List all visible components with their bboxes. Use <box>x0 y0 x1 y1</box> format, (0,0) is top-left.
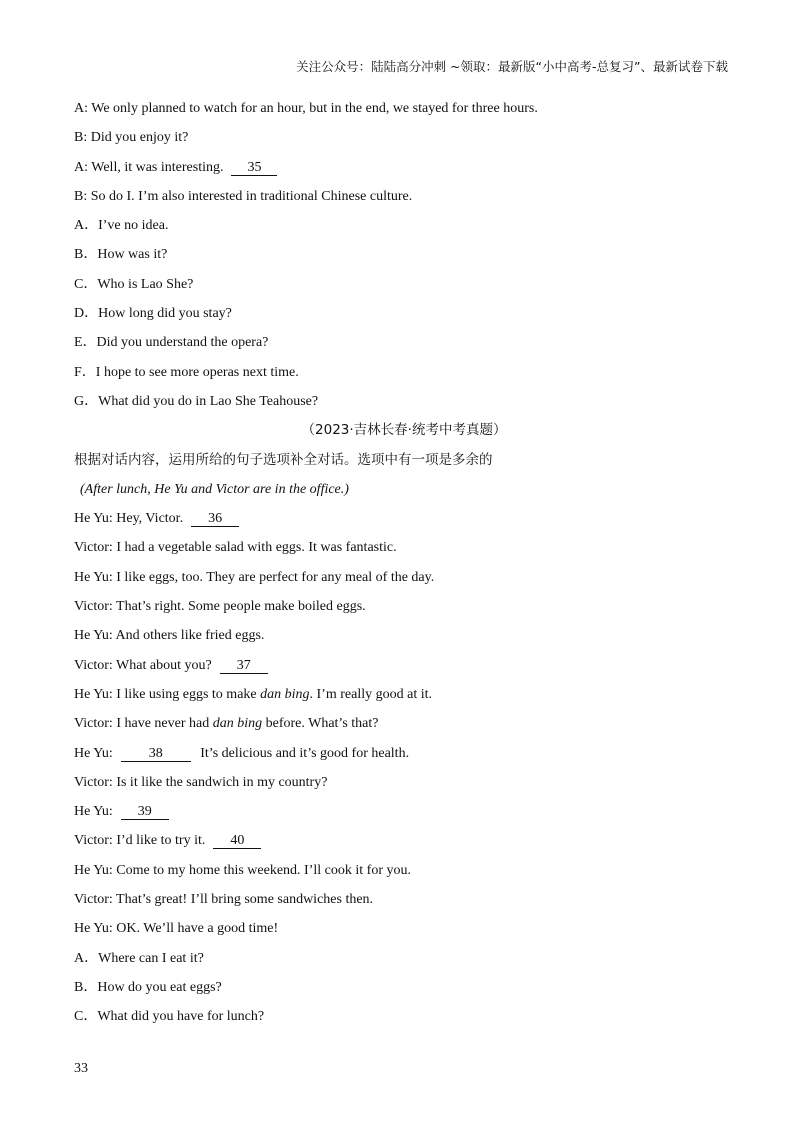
blank-36: 36 <box>191 511 239 527</box>
dialogue-line-37 <box>74 651 734 680</box>
page-header: 关注公众号：陆陆高分冲刺 ~领取：最新版“小中高考-总复习”、最新试卷下载 <box>296 59 728 74</box>
dialogue-line <box>74 680 734 709</box>
option-item: E．Did you understand the opera? <box>74 335 269 351</box>
dialogue-line: Victor: I had a vegetable salad with eggs. It was fantastic. <box>74 540 397 556</box>
line-text: before. What’s that? <box>265 716 379 732</box>
dialogue-line: He Yu: OK. We’ll have a good time! <box>74 921 279 937</box>
line-text: Victor: I’d like to try it. <box>74 833 206 849</box>
question-instruction: 根据对话内容，运用所给的句子选项补全对话。选项中有一项是多余的 <box>74 451 493 468</box>
dialogue-line-35 <box>74 153 734 182</box>
dialogue-line <box>74 709 734 738</box>
dialogue-line: B: So do I. I’m also interested in traditional Chinese culture. <box>74 188 413 204</box>
option-item: A．I’ve no idea. <box>74 218 169 234</box>
dialogue-line: Victor: That’s right. Some people make boiled eggs. <box>74 599 366 615</box>
dialogue-line-38 <box>74 739 734 768</box>
line-text: Victor: I have never had <box>74 716 210 732</box>
dialogue-line: He Yu: And others like fried eggs. <box>74 628 265 644</box>
dialogue-line-36 <box>74 504 734 533</box>
line-text: It’s delicious and it’s good for health. <box>200 745 410 761</box>
option-item: B．How was it? <box>74 247 168 263</box>
option-item: B．How do you eat eggs? <box>74 979 222 995</box>
option-item: C．What did you have for lunch? <box>74 1009 265 1025</box>
line-text: He Yu: <box>74 745 113 761</box>
dialogue-line: He Yu: I like eggs, too. They are perfect for any meal of the day. <box>74 569 435 585</box>
italic-term: dan bing <box>212 716 263 732</box>
option-item: D．How long did you stay? <box>74 306 232 322</box>
line-text: He Yu: <box>74 804 113 820</box>
dialogue-line: Victor: Is it like the sandwich in my country? <box>74 774 328 790</box>
document-body <box>74 94 734 1032</box>
scene-description: (After lunch, He Yu and Victor are in the office.) <box>80 481 349 497</box>
dialogue-line-39 <box>74 797 734 826</box>
dialogue-line: B: Did you enjoy it? <box>74 130 189 146</box>
dialogue-line-40 <box>74 826 734 855</box>
line-text: He Yu: Hey, Victor. <box>74 511 184 527</box>
line-text: Victor: What about you? <box>74 657 212 673</box>
option-item: C．Who is Lao She? <box>74 276 194 292</box>
line-text: . I’m really good at it. <box>309 686 432 702</box>
blank-37: 37 <box>220 658 268 674</box>
page-number: 33 <box>74 1061 88 1076</box>
dialogue-line: He Yu: Come to my home this weekend. I’ll cook it for you. <box>74 862 411 878</box>
italic-term: dan bing <box>260 686 310 702</box>
option-item: F．I hope to see more operas next time. <box>74 364 299 380</box>
dialogue-line: Victor: That’s great! I’ll bring some sandwiches then. <box>74 892 374 908</box>
blank-40: 40 <box>213 833 261 849</box>
option-item: G．What did you do in Lao She Teahouse? <box>74 393 319 409</box>
question-source: （2023·吉林长春·统考中考真题） <box>301 422 507 439</box>
blank-39: 39 <box>121 804 169 820</box>
dialogue-line: A: We only planned to watch for an hour, but in the end, we stayed for three hours. <box>74 101 538 116</box>
blank-35: 35 <box>231 160 277 176</box>
option-item: A．Where can I eat it? <box>74 950 204 966</box>
blank-38: 38 <box>121 746 191 762</box>
line-text: He Yu: I like using eggs to make <box>74 686 257 702</box>
line-text: A: Well, it was interesting. <box>74 159 224 175</box>
